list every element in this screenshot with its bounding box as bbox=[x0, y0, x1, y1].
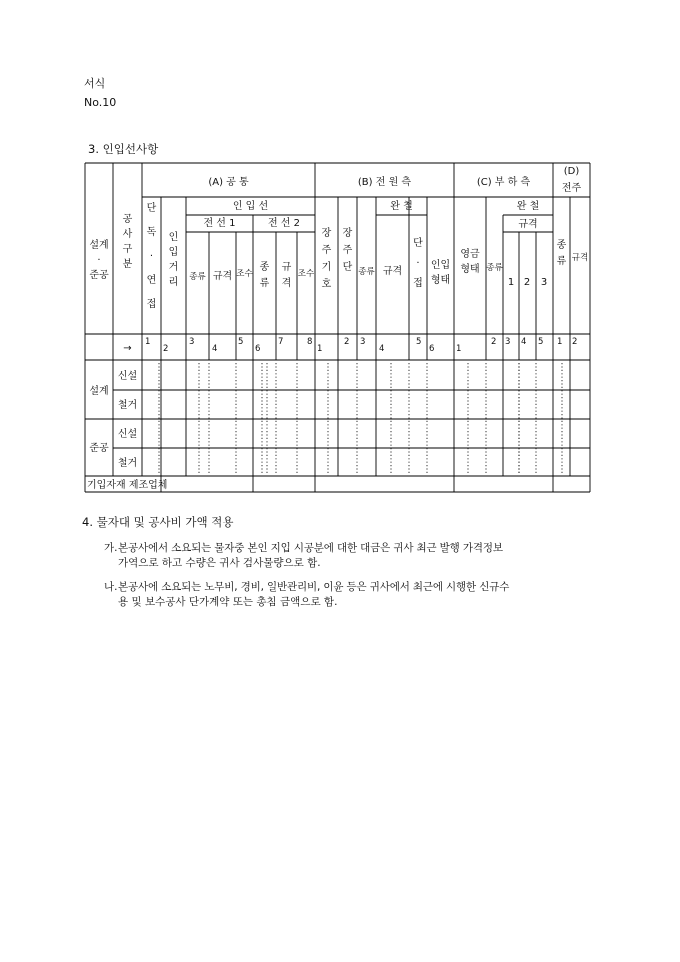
col-b-danjeop: 접 bbox=[413, 278, 423, 289]
col-c-yeonggeum: 형태 bbox=[460, 264, 480, 275]
item-line: 용 및 보수공사 단가계약 또는 총침 금액으로 함. bbox=[118, 596, 338, 608]
col-dandok-yeonjeop: 연 bbox=[146, 275, 157, 286]
col-jangju-giho: 기 bbox=[321, 262, 332, 273]
number-row-b: 3 bbox=[360, 337, 366, 347]
number-row-a: 8 bbox=[307, 337, 313, 347]
item-line: 본공사에 소요되는 노무비, 경비, 일반관리비, 이윤 등은 귀사에서 최근에 시행한 신규수 bbox=[118, 581, 510, 593]
number-row-c: 2 bbox=[491, 337, 497, 347]
col-seolgye-jungong: 준공 bbox=[89, 270, 109, 281]
section-4-title: 4. 물자대 및 공사비 가액 적용 bbox=[82, 515, 234, 529]
number-row-d: 2 bbox=[572, 337, 578, 347]
subheader-cable-1: 전 선 1 bbox=[203, 218, 236, 229]
col-gongsa-gubun: 구 bbox=[122, 244, 133, 255]
col-a-spec-2: 규 bbox=[281, 262, 292, 273]
group-a-header: (A) 공 통 bbox=[208, 177, 249, 188]
subheader-cable-2: 전 선 2 bbox=[267, 218, 301, 229]
col-d-type: 종 bbox=[556, 240, 567, 251]
col-c-spec-num: 1 bbox=[507, 277, 515, 288]
number-row-c: 3 bbox=[505, 337, 511, 347]
item-label: 나. bbox=[104, 581, 118, 593]
col-inip-geori: 거 bbox=[168, 262, 179, 273]
col-b-type: 종류 bbox=[358, 267, 375, 277]
col-c-yeonggeum: 영금 bbox=[460, 249, 480, 260]
number-row-a: 2 bbox=[163, 344, 169, 354]
col-c-spec-num: 3 bbox=[540, 277, 548, 288]
subheader-spec-c: 규격 bbox=[518, 219, 538, 230]
col-inip-geori: 인 bbox=[168, 232, 179, 243]
col-dandok-yeonjeop: 단 bbox=[146, 203, 157, 214]
number-row-a: 4 bbox=[212, 344, 218, 354]
col-a-type-1: 종류 bbox=[189, 272, 206, 282]
section-4-item-ga bbox=[104, 541, 614, 573]
subheader-inip-seon: 인 입 선 bbox=[232, 201, 269, 212]
col-b-danjeop: · bbox=[416, 258, 420, 269]
row-sinseol: 신설 bbox=[117, 371, 138, 382]
col-seolgye-jungong: 설계 bbox=[89, 240, 109, 251]
col-b-danjeop: 단 bbox=[413, 238, 423, 249]
col-dandok-yeonjeop: · bbox=[149, 251, 154, 262]
subheader-wanchul-c: 완 철 bbox=[516, 201, 540, 212]
form-number: No.10 bbox=[84, 96, 117, 109]
row-group-seolgye: 설계 bbox=[89, 386, 109, 397]
table-dotted-dividers bbox=[159, 363, 562, 474]
number-row-a: 3 bbox=[189, 337, 195, 347]
number-row-b: 6 bbox=[429, 344, 435, 354]
col-jangju-dan: 주 bbox=[342, 245, 353, 256]
col-a-spec-2: 격 bbox=[281, 278, 292, 289]
col-a-count-2: 조수 bbox=[297, 269, 315, 279]
col-jangju-giho: 주 bbox=[321, 245, 332, 256]
row-sinseol: 신설 bbox=[117, 429, 138, 440]
col-a-count-1: 조수 bbox=[236, 269, 253, 279]
group-d-header: (D) bbox=[563, 166, 580, 177]
number-row-b: 2 bbox=[344, 337, 350, 347]
group-d-header: 전주 bbox=[561, 183, 582, 194]
item-line: 가역으로 하고 수량은 귀사 검사물량으로 함. bbox=[118, 557, 321, 569]
subheader-wanchul-b: 완 철 bbox=[390, 201, 413, 212]
number-row-a: 6 bbox=[255, 344, 261, 354]
col-jangju-giho: 장 bbox=[321, 228, 332, 239]
number-row-d: 1 bbox=[557, 337, 563, 347]
col-d-type: 류 bbox=[556, 256, 567, 267]
col-c-type: 종류 bbox=[486, 263, 503, 273]
col-gongsa-gubun: 분 bbox=[122, 259, 133, 270]
number-row-b: 5 bbox=[416, 337, 422, 347]
number-row-arrow: → bbox=[123, 343, 132, 354]
number-row-c: 4 bbox=[521, 337, 527, 347]
col-inip-geori: 리 bbox=[168, 277, 179, 288]
group-b-header: (B) 전 원 측 bbox=[357, 177, 412, 188]
col-a-type-2: 류 bbox=[259, 278, 270, 289]
col-b-spec: 규격 bbox=[382, 266, 403, 277]
number-row-b: 1 bbox=[317, 344, 323, 354]
col-seolgye-jungong: · bbox=[97, 255, 101, 266]
col-dandok-yeonjeop: 독 bbox=[146, 227, 157, 238]
number-row-a: 1 bbox=[145, 337, 151, 347]
item-line: 본공사에서 소요되는 물자중 본인 지입 시공분에 대한 대금은 귀사 최근 발행 가격정보 bbox=[118, 542, 503, 554]
section-3-title: 3. 인입선사항 bbox=[88, 142, 159, 156]
row-group-jungong: 준공 bbox=[89, 443, 109, 454]
col-jangju-dan: 단 bbox=[342, 262, 353, 273]
col-b-inip-type: 형태 bbox=[430, 275, 451, 286]
form-label: 서식 bbox=[84, 77, 106, 90]
section-4-item-na bbox=[104, 580, 614, 612]
col-jangju-dan: 장 bbox=[342, 228, 353, 239]
col-gongsa-gubun: 공 bbox=[122, 214, 133, 225]
col-a-type-2: 종 bbox=[259, 262, 270, 273]
table-grid bbox=[85, 163, 590, 492]
col-inip-geori: 입 bbox=[168, 247, 179, 258]
number-row-a: 5 bbox=[238, 337, 244, 347]
col-a-spec-1: 규격 bbox=[212, 271, 233, 282]
number-row-b: 4 bbox=[379, 344, 385, 354]
footer-manufacturer-label: 기입자재 제조업체 bbox=[87, 480, 168, 491]
col-gongsa-gubun: 사 bbox=[122, 229, 133, 240]
group-c-header: (C) 부 하 측 bbox=[476, 177, 531, 188]
col-d-spec: 규격 bbox=[571, 253, 589, 263]
item-label: 가. bbox=[104, 542, 118, 554]
row-cheolgeo: 철거 bbox=[117, 458, 138, 469]
number-row-c: 1 bbox=[456, 344, 462, 354]
col-c-spec-num: 2 bbox=[523, 277, 531, 288]
row-cheolgeo: 철거 bbox=[117, 400, 138, 411]
col-jangju-giho: 호 bbox=[321, 279, 332, 290]
col-dandok-yeonjeop: 접 bbox=[146, 299, 157, 310]
number-row-c: 5 bbox=[538, 337, 544, 347]
col-b-inip-type: 인입 bbox=[430, 260, 451, 271]
number-row-a: 7 bbox=[278, 337, 284, 347]
